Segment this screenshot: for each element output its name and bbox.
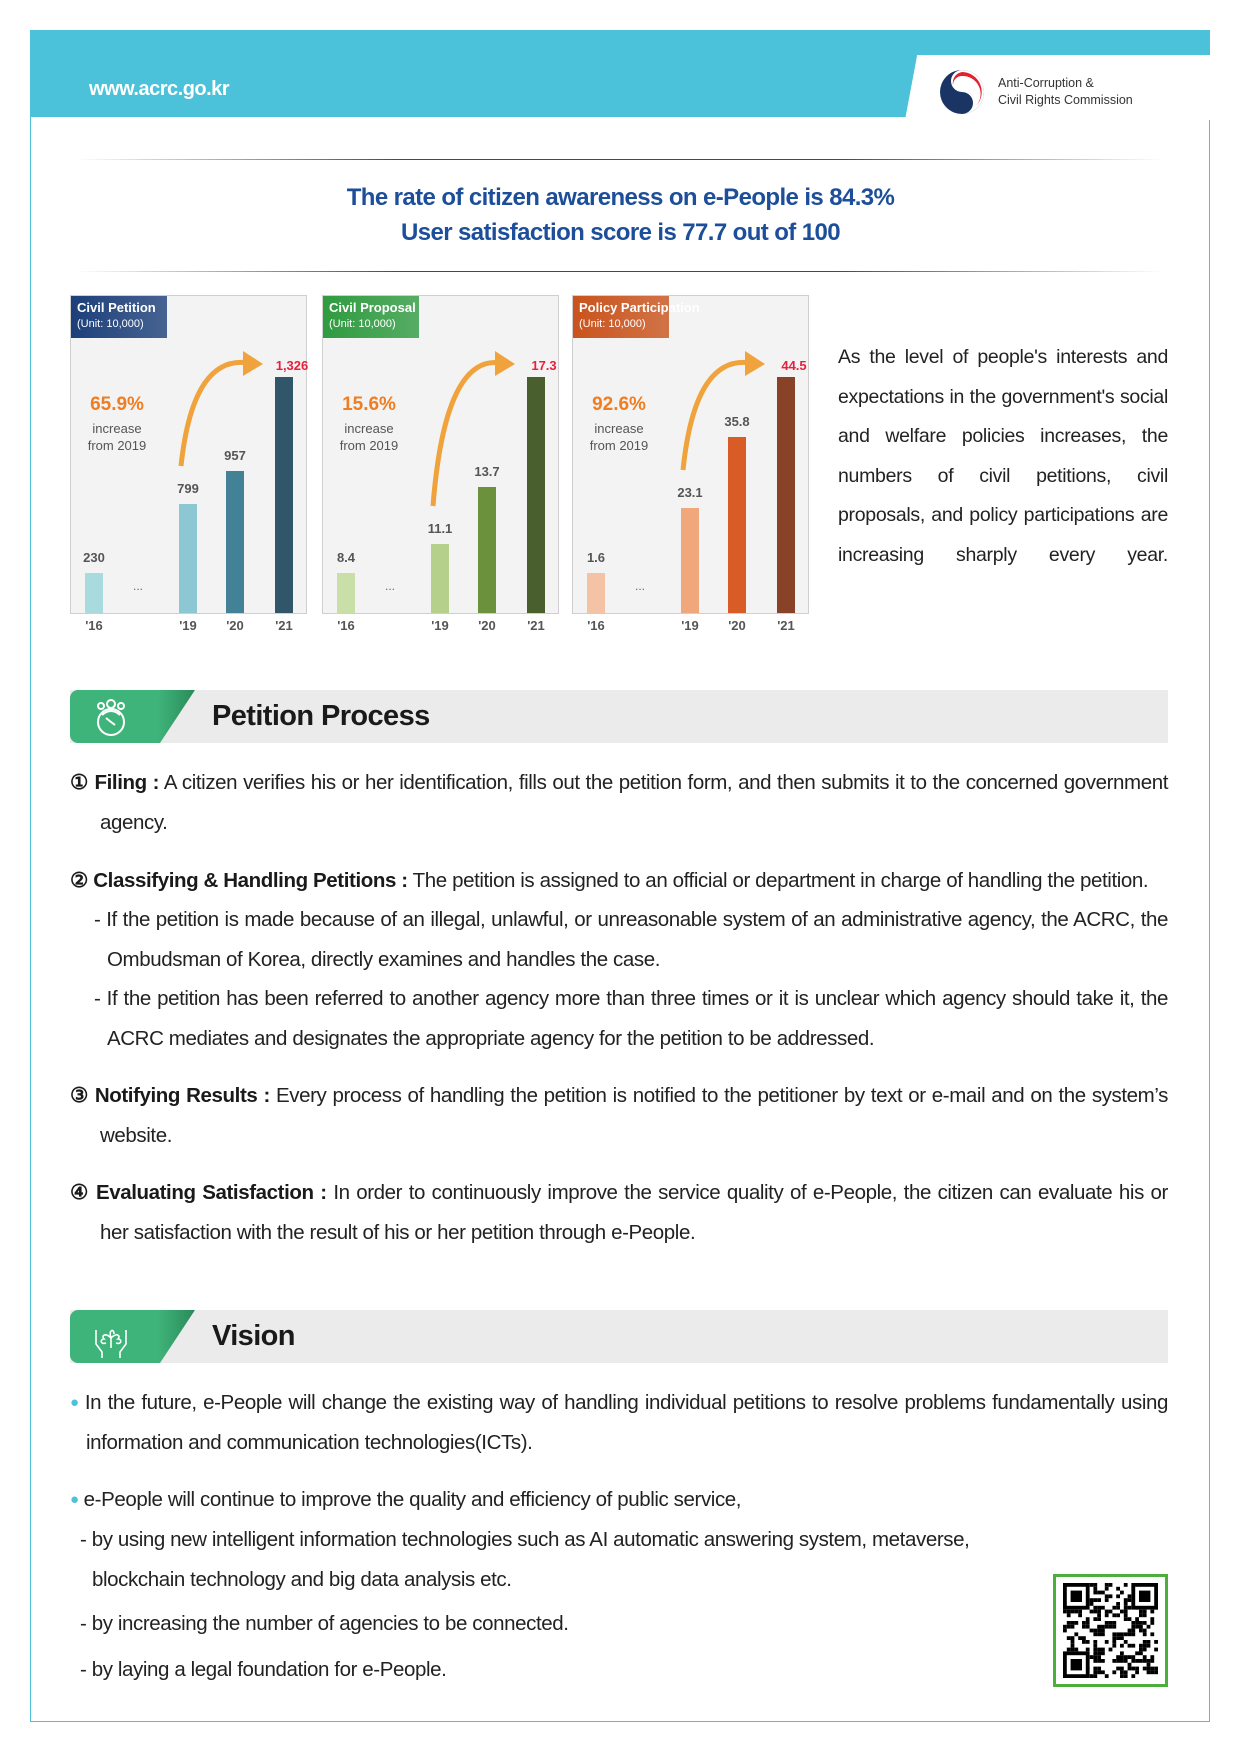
qr-code[interactable] xyxy=(1053,1574,1168,1687)
x-tick-label: '21 xyxy=(527,618,545,633)
growth-label: increase from 2019 xyxy=(589,421,649,453)
step-evaluating: ④ Evaluating Satisfaction : In order to continuously improve the service quality of e-People, the citizen can evaluate his or her satisfaction with the result of his or her petition through e-People. xyxy=(70,1181,1168,1244)
bar-0 xyxy=(85,573,103,613)
x-tick-label: '21 xyxy=(777,618,795,633)
x-tick-label: '16 xyxy=(85,618,103,633)
divider xyxy=(75,271,1165,272)
growth-rate: 92.6% xyxy=(592,394,646,415)
hands-clover-icon xyxy=(90,1316,132,1358)
step-classifying: ② Classifying & Handling Petitions : The petition is assigned to an official or department in charge of handling the petition. xyxy=(70,869,1149,892)
chart-civil-proposal xyxy=(322,295,559,633)
step-classifying-detail-1: - If the petition is made because of an illegal, unlawful, or unreasonable system of an administrative agency, the ACRC, the Ombudsman of Korea, directly examines and handles the case. xyxy=(94,908,1168,971)
data-label: 799 xyxy=(177,481,199,496)
chart-title-badge: Policy Participation (Unit: 10,000) xyxy=(573,296,669,338)
section-title: Petition Process xyxy=(212,700,430,732)
bar-1 xyxy=(681,508,699,613)
x-tick-label: '19 xyxy=(179,618,197,633)
ellipsis: ... xyxy=(635,579,646,593)
data-label: 44.5 xyxy=(781,358,807,373)
ellipsis: ... xyxy=(385,579,396,593)
bullet-icon: ● xyxy=(70,1491,79,1508)
vision-bullet-1: ● In the future, e-People will change the existing way of handling individual petitions to resolve problems fundamentally using information and communication technologies(ICTs). xyxy=(70,1391,1168,1454)
data-label: 8.4 xyxy=(336,550,356,565)
x-tick-label: '16 xyxy=(337,618,355,633)
step-classifying-detail-2: - If the petition has been referred to another agency more than three times or it is unclear which agency should take it, the ACRC mediates and designates the appropriate agency for the petition to be addressed. xyxy=(94,987,1168,1050)
bar-3 xyxy=(527,377,545,613)
growth-rate: 65.9% xyxy=(90,394,144,415)
bar-2 xyxy=(226,471,244,613)
data-label: 17.3 xyxy=(531,358,557,373)
x-tick-label: '20 xyxy=(226,618,244,633)
bar-1 xyxy=(179,504,197,613)
vision-detail-3: - by laying a legal foundation for e-People. xyxy=(80,1658,447,1681)
growth-rate: 15.6% xyxy=(342,394,396,415)
x-tick-label: '16 xyxy=(587,618,605,633)
growth-label: increase from 2019 xyxy=(87,421,147,453)
chart-title-badge: Civil Proposal (Unit: 10,000) xyxy=(323,296,419,338)
step-notifying: ③ Notifying Results : Every process of handling the petition is notified to the petitioner by text or e-mail and on the system’s website. xyxy=(70,1084,1168,1147)
bar-3 xyxy=(275,377,293,613)
people-clock-icon xyxy=(90,696,132,738)
x-tick-label: '19 xyxy=(681,618,699,633)
section-title: Vision xyxy=(212,1320,295,1352)
bar-0 xyxy=(337,573,355,613)
x-tick-label: '21 xyxy=(275,618,293,633)
vision-bullet-2: ● e-People will continue to improve the quality and efficiency of public service, xyxy=(70,1488,742,1511)
bullet-icon: ● xyxy=(70,1394,80,1411)
ellipsis: ... xyxy=(133,579,144,593)
data-label: 35.8 xyxy=(724,414,750,429)
org-name: Anti-Corruption & Civil Rights Commission xyxy=(998,76,1133,107)
data-label: 13.7 xyxy=(474,464,500,479)
bar-2 xyxy=(728,437,746,613)
headline-awareness: The rate of citizen awareness on e-People is 84.3% xyxy=(346,184,895,211)
chart-description: As the level of people's interests and expectations in the government's social and welfare policies increases, the numbers of civil petitions, civil proposals, and policy participations are increasing sharply every year. xyxy=(838,346,1168,566)
section-header-vision xyxy=(70,1310,1168,1363)
chart-civil-petition xyxy=(70,295,309,633)
x-tick-label: '19 xyxy=(431,618,449,633)
data-label: 23.1 xyxy=(677,485,703,500)
bar-0 xyxy=(587,573,605,613)
x-tick-label: '20 xyxy=(478,618,496,633)
qr-code-icon xyxy=(1062,1583,1159,1678)
bar-1 xyxy=(431,544,449,613)
x-tick-label: '20 xyxy=(728,618,746,633)
vision-detail-2: - by increasing the number of agencies to be connected. xyxy=(80,1612,569,1635)
step-filing: ① Filing : A citizen verifies his or her identification, fills out the petition form, and then submits it to the concerned government agency. xyxy=(70,771,1168,834)
bar-3 xyxy=(777,377,795,613)
chart-policy-participation xyxy=(572,295,809,633)
divider xyxy=(75,159,1165,160)
chart-title-badge: Civil Petition (Unit: 10,000) xyxy=(71,296,167,338)
growth-label: increase from 2019 xyxy=(339,421,399,453)
data-label: 957 xyxy=(224,448,246,463)
website-url[interactable]: www.acrc.go.kr xyxy=(89,78,230,100)
headline-satisfaction: User satisfaction score is 77.7 out of 100 xyxy=(401,219,840,246)
section-header-petition xyxy=(70,690,1168,743)
bar-2 xyxy=(478,487,496,613)
acrc-logo-icon xyxy=(938,68,986,116)
data-label: 1.6 xyxy=(586,550,606,565)
data-label: 1,326 xyxy=(275,358,309,373)
data-label: 230 xyxy=(83,550,105,565)
vision-detail-1: - by using new intelligent information technologies such as AI automatic answering system, metaverse, blockchain technology and big data analysis etc. xyxy=(80,1528,970,1591)
data-label: 11.1 xyxy=(427,521,453,536)
